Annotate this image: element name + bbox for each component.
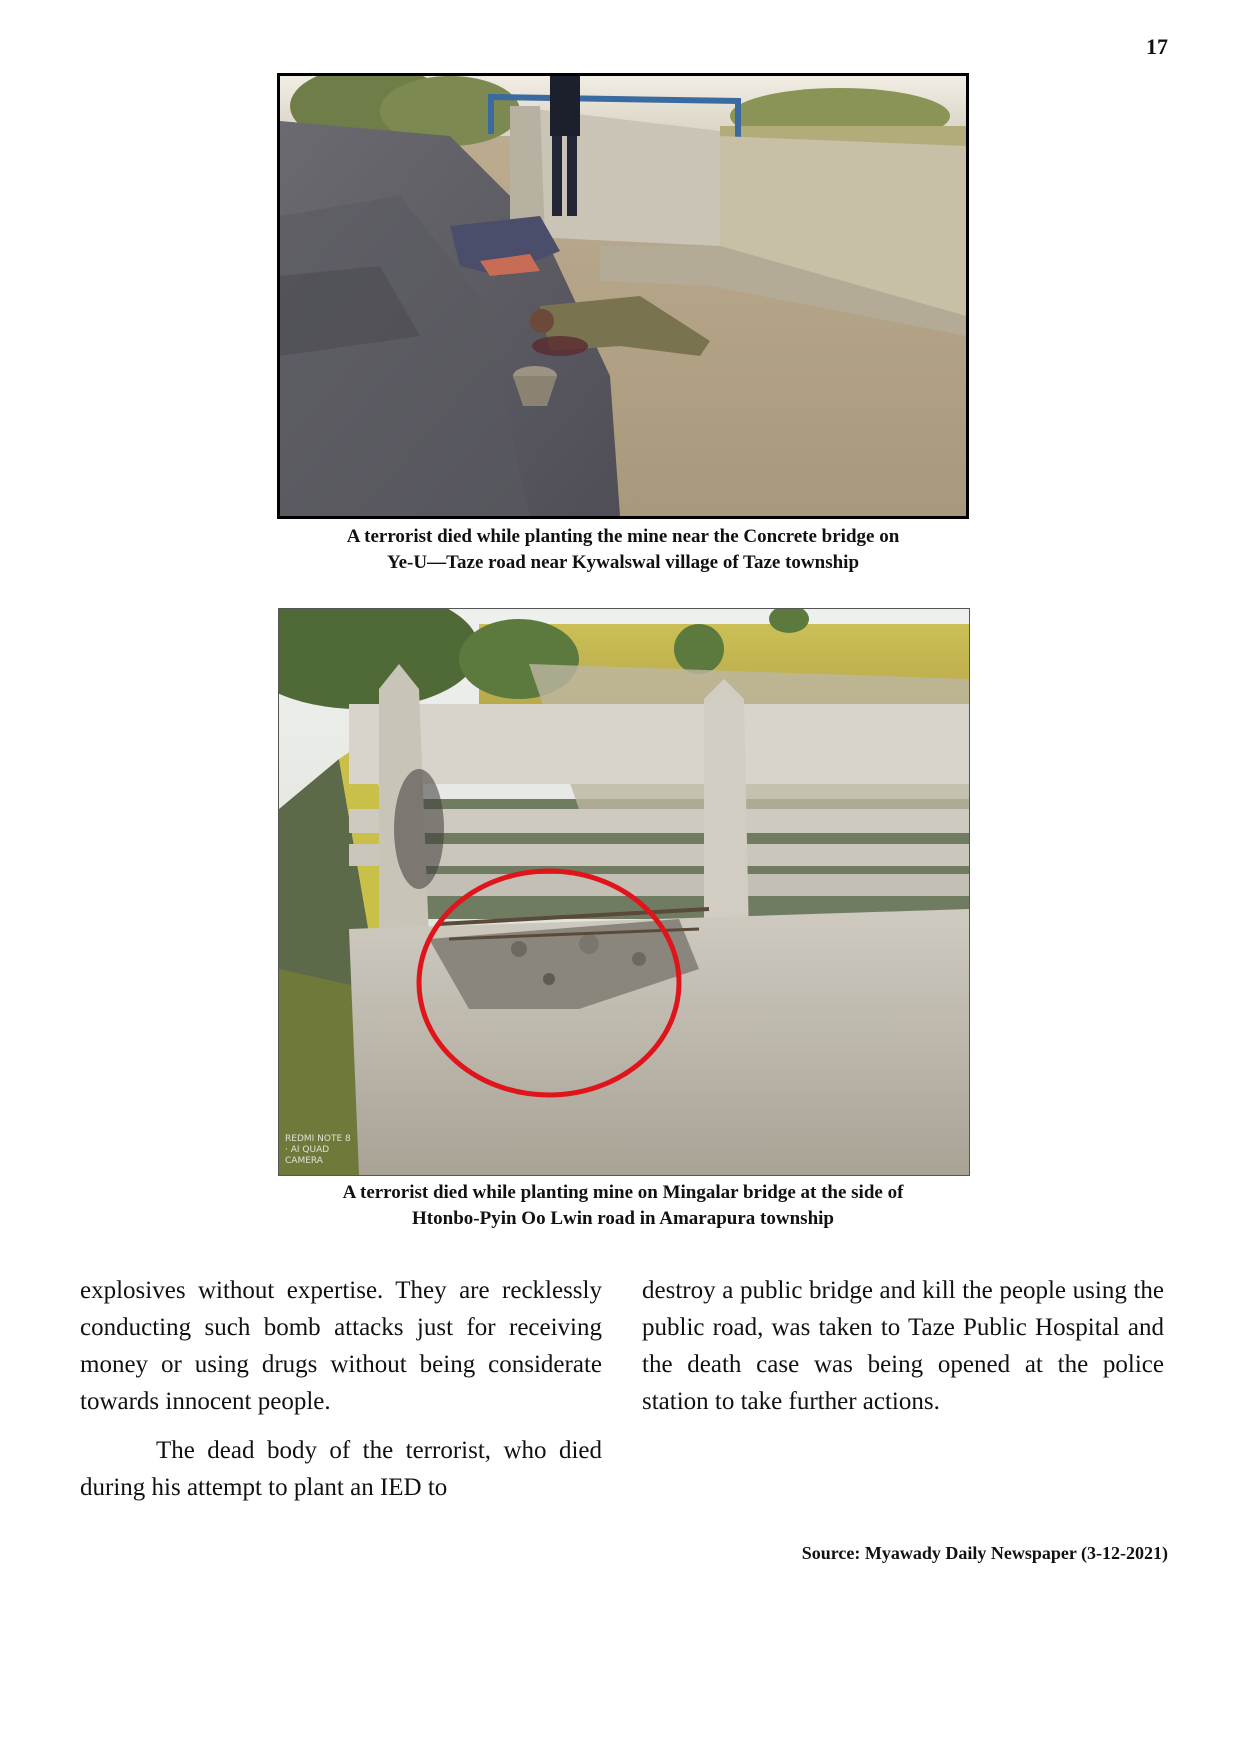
photo-mingalar-bridge-image [279,609,969,1175]
body-paragraph: explosives without expertise. They are recklessly conducting such bomb attacks just for receiving money or using drugs without being considerate towards innocent people. [80,1277,602,1415]
photo-concrete-bridge-caption [250,524,996,576]
photo-concrete-bridge-image [280,76,966,516]
page-number: 17 [1146,34,1168,59]
body-paragraph: The dead body of the terrorist, who died during his attempt to plant an IED to [80,1437,602,1501]
photo-mingalar-bridge [278,608,970,1176]
photo-mingalar-bridge-caption [250,1180,996,1232]
caption-line: Htonbo-Pyin Oo Lwin road in Amarapura township [412,1208,834,1229]
body-paragraph: destroy a public bridge and kill the people using the public road, was taken to Taze Public Hospital and the death case was being opened at the police station to take further actions. [642,1277,1164,1415]
photo-concrete-bridge [277,73,969,519]
camera-watermark: REDMI NOTE 8 · AI QUAD CAMERA [285,1134,351,1166]
body-column-right [642,1272,1164,1420]
caption-line: A terrorist died while planting the mine near the Concrete bridge on [346,526,900,547]
source-credit: Source: Myawady Daily Newspaper (3-12-2021) [801,1543,1168,1563]
body-column-left [80,1272,602,1506]
caption-line: Ye-U—Taze road near Kywalswal village of Taze township [386,552,860,573]
caption-line: A terrorist died while planting mine on Mingalar bridge at the side of [342,1182,904,1203]
